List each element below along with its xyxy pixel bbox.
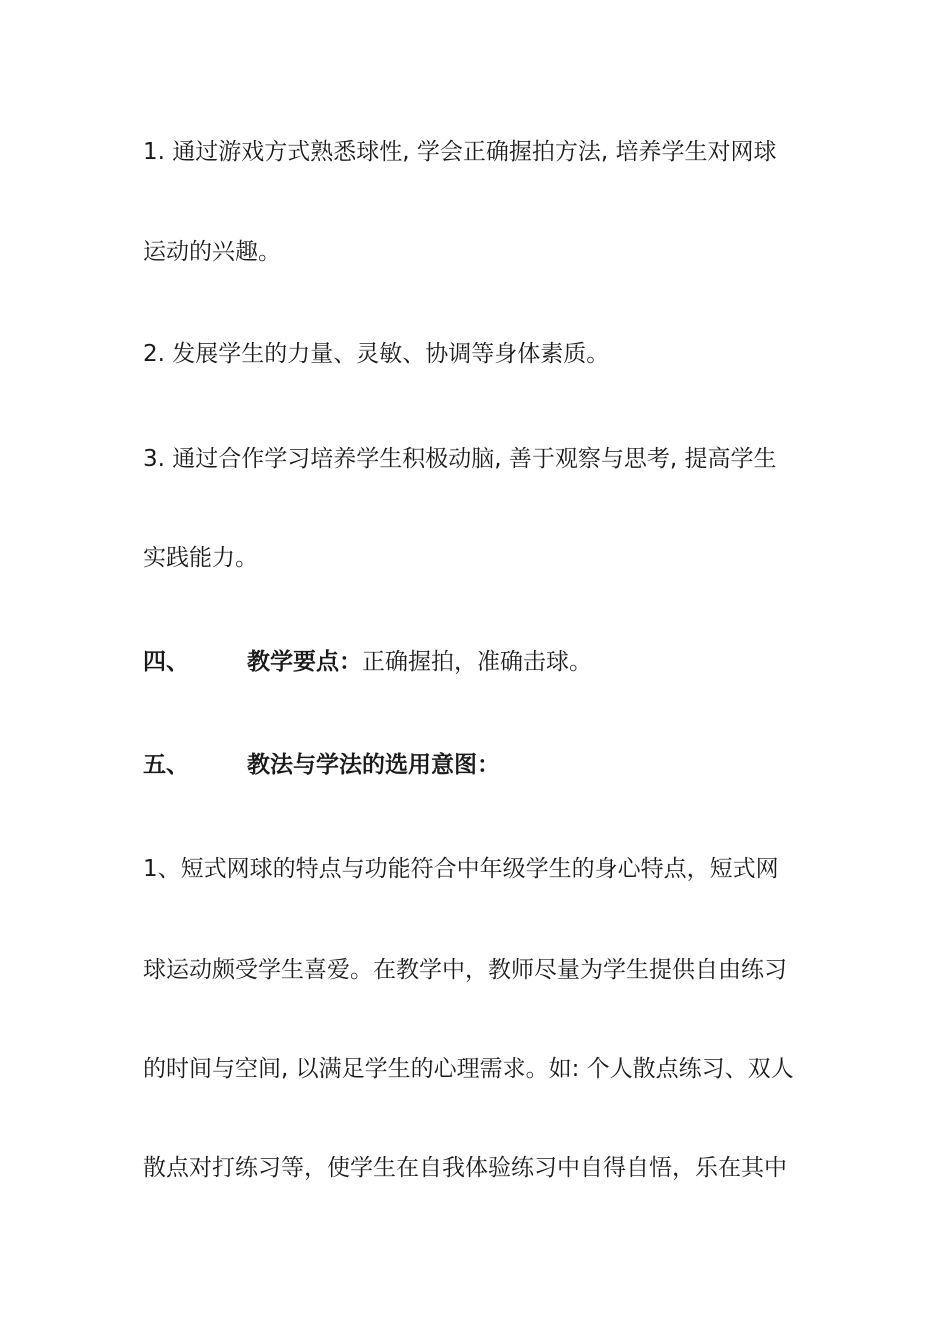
method-1-line-1: 1、短式网球的特点与功能符合中年级学生的身心特点，短式网 [143,856,779,882]
objective-1-line-2: 运动的兴趣。 [143,239,281,265]
section-5-heading-line [143,749,813,781]
objective-1-line-1: 1. 通过游戏方式熟悉球性, 学会正确握拍方法, 培养学生对网球 [143,139,777,165]
objective-2: 2. 发展学生的力量、灵敏、协调等身体素质。 [143,341,610,367]
section-4-heading: 教学要点： [247,649,362,675]
section-4-heading-line [143,646,813,678]
objective-3-line-2: 实践能力。 [143,545,258,571]
section-5-heading: 教法与学法的选用意图： [247,752,500,778]
objective-3-line-1: 3. 通过合作学习培养学生积极动脑, 善于观察与思考, 提高学生 [143,446,777,472]
section-5-number: 五、 [143,752,189,778]
method-1-line-4: 散点对打练习等，使学生在自我体验练习中自得自悟，乐在其中 [143,1155,787,1181]
method-1-line-3: 的时间与空间, 以满足学生的心理需求。如: 个人散点练习、双人 [143,1056,794,1082]
section-4-text: 正确握拍，准确击球。 [362,649,592,675]
section-4-number: 四、 [143,649,189,675]
method-1-line-2: 球运动颇受学生喜爱。在教学中，教师尽量为学生提供自由练习 [143,957,787,983]
